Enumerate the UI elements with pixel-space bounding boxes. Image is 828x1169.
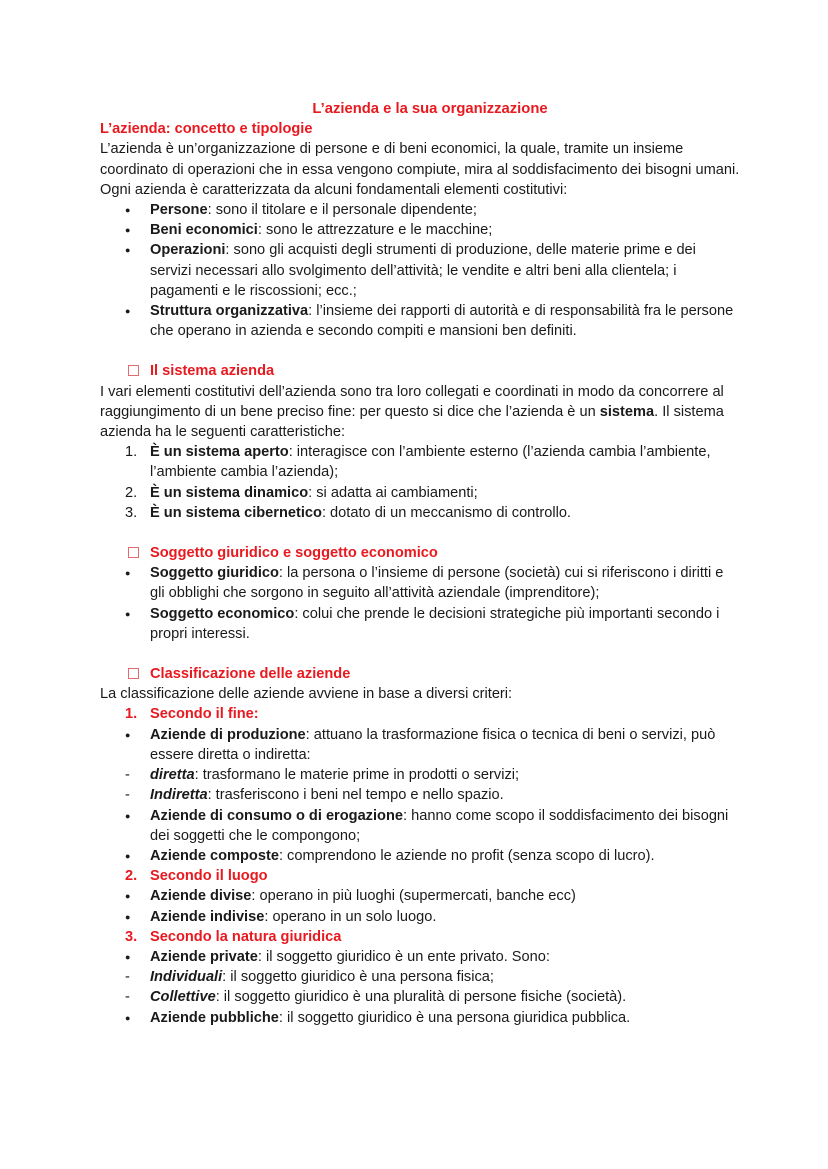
- definition: : comprendono le aziende no profit (senza scopo di lucro).: [278, 847, 655, 864]
- list-item: [100, 886, 740, 906]
- section-heading-soggetto: [100, 543, 740, 563]
- term: Operazioni: [150, 242, 226, 259]
- sub-list-item: [100, 765, 740, 785]
- section-heading-sistema: [100, 361, 740, 381]
- term: Beni economici: [150, 222, 258, 239]
- list-item: [100, 725, 740, 765]
- list-item: [100, 947, 740, 967]
- term: Struttura organizzativa: [150, 303, 309, 320]
- checkbox-icon[interactable]: [128, 365, 139, 376]
- item-number: 3.: [125, 504, 138, 521]
- term: Aziende pubbliche: [150, 1009, 279, 1026]
- heading-text: Il sistema azienda: [150, 363, 275, 380]
- term: Aziende private: [150, 948, 258, 965]
- list-item: [100, 604, 740, 644]
- term: Aziende composte: [150, 847, 279, 864]
- section-intro: La classificazione delle aziende avviene in base a diversi criteri:: [100, 686, 513, 703]
- term: Persone: [150, 202, 208, 219]
- section-heading-concetto: L’azienda: concetto e tipologie: [100, 121, 313, 138]
- section-intro: L’azienda è un’organizzazione di persone e di beni economici, la quale, tramite un insieme coordinato di operazioni che in essa vengono compiute, mira al soddisfacimento dei bisogni umani. Ogni azienda è caratterizzata da alcuni fondamentali elementi costitutivi:: [100, 141, 740, 198]
- definition: : trasferiscono i beni nel tempo e nello spazio.: [207, 787, 504, 804]
- criterion-label: Secondo il luogo: [150, 868, 268, 885]
- list-item: [100, 220, 740, 240]
- list-item: [100, 1008, 740, 1028]
- soggetto-list: [100, 563, 740, 644]
- criterion-heading: [100, 866, 740, 886]
- section-heading-classificazione: [100, 664, 740, 684]
- document-page: [100, 99, 740, 1028]
- definition: : sono gli acquisti degli strumenti di produzione, delle materie prime e dei servizi necessari allo svolgimento dell’attività; le vendite e altri beni alla clientela; i pagamenti e le riscossioni; ecc.;: [150, 242, 696, 299]
- heading-text: Soggetto giuridico e soggetto economico: [150, 545, 438, 562]
- definition: : operano in più luoghi (supermercati, banche ecc): [251, 888, 576, 905]
- term: Aziende divise: [150, 888, 252, 905]
- definition: : il soggetto giuridico è una persona fisica;: [222, 969, 494, 986]
- sub-list-item: [100, 967, 740, 987]
- item-number: 1.: [125, 444, 138, 461]
- criterion-heading: [100, 927, 740, 947]
- definition: : dotato di un meccanismo di controllo.: [321, 504, 571, 521]
- sub-list-item: [100, 987, 740, 1007]
- criterion-label: Secondo la natura giuridica: [150, 928, 342, 945]
- intro-bold: sistema: [599, 403, 655, 420]
- section-intro: [100, 382, 740, 443]
- list-item: [100, 483, 740, 503]
- term: È un sistema cibernetico: [150, 504, 322, 521]
- item-number: 2.: [125, 484, 138, 501]
- list-item: [100, 846, 740, 866]
- definition: : il soggetto giuridico è una persona giuridica pubblica.: [278, 1009, 631, 1026]
- definition: : sono il titolare e il personale dipendente;: [207, 202, 477, 219]
- item-number: 3.: [125, 928, 138, 945]
- term: Aziende di produzione: [150, 726, 306, 743]
- term: È un sistema aperto: [150, 444, 289, 461]
- item-number: 1.: [125, 706, 138, 723]
- sub-list-item: [100, 785, 740, 805]
- list-item: [100, 563, 740, 603]
- definition: : la persona o l’insieme di persone (società) cui si riferiscono i diritti e gli obblighi che sorgono in seguito all’attività aziendale (imprenditore);: [150, 565, 724, 602]
- checkbox-icon[interactable]: [128, 668, 139, 679]
- term: Indiretta: [150, 787, 208, 804]
- term: Individuali: [150, 969, 223, 986]
- checkbox-icon[interactable]: [128, 547, 139, 558]
- definition: : interagisce con l’ambiente esterno (l’azienda cambia l’ambiente, l’ambiente cambia l’azienda);: [150, 444, 711, 481]
- definition: : attuano la trasformazione fisica o tecnica di beni o servizi, può essere diretta o indiretta:: [150, 726, 716, 763]
- term: Aziende di consumo o di erogazione: [150, 807, 403, 824]
- criterion-label: Secondo il fine:: [150, 706, 259, 723]
- term: È un sistema dinamico: [150, 484, 309, 501]
- criterion-heading: [100, 704, 740, 724]
- definition: : trasformano le materie prime in prodotti o servizi;: [194, 767, 520, 784]
- definition: : sono le attrezzature e le macchine;: [257, 222, 493, 239]
- list-item: [100, 503, 740, 523]
- definition: : hanno come scopo il soddisfacimento dei bisogni dei soggetti che le compongono;: [150, 807, 729, 844]
- definition: : l’insieme dei rapporti di autorità e di responsabilità fra le persone che operano in azienda e secondo compiti e mansioni ben definiti.: [150, 303, 734, 340]
- characteristics-list: [100, 442, 740, 523]
- list-item: [100, 442, 740, 482]
- term: Collettive: [150, 989, 216, 1006]
- item-number: 2.: [125, 868, 138, 885]
- list-item: [100, 806, 740, 846]
- document-title: L’azienda e la sua organizzazione: [312, 101, 548, 117]
- intro-text: I vari elementi costitutivi dell’azienda sono tra loro collegati e coordinati in modo da concorrere al raggiungimento di un bene preciso fine: per questo si dice che l’azienda è un: [100, 383, 724, 420]
- list-item: [100, 301, 740, 341]
- definition: : operano in un solo luogo.: [264, 908, 437, 925]
- intro-text: . Il sistema azienda ha le seguenti caratteristiche:: [100, 403, 724, 441]
- definition: : colui che prende le decisioni strategiche più importanti secondo i propri interessi.: [150, 605, 720, 642]
- list-item: [100, 907, 740, 927]
- elements-list: [100, 200, 740, 341]
- definition: : il soggetto giuridico è un ente privato. Sono:: [257, 948, 550, 965]
- term: Soggetto economico: [150, 605, 295, 622]
- list-item: [100, 240, 740, 301]
- term: diretta: [150, 767, 195, 784]
- term: Aziende indivise: [150, 908, 265, 925]
- definition: : il soggetto giuridico è una pluralità di persone fisiche (società).: [215, 989, 627, 1006]
- heading-text: Classificazione delle aziende: [150, 666, 351, 683]
- definition: : si adatta ai cambiamenti;: [308, 484, 478, 501]
- term: Soggetto giuridico: [150, 565, 279, 582]
- list-item: [100, 200, 740, 220]
